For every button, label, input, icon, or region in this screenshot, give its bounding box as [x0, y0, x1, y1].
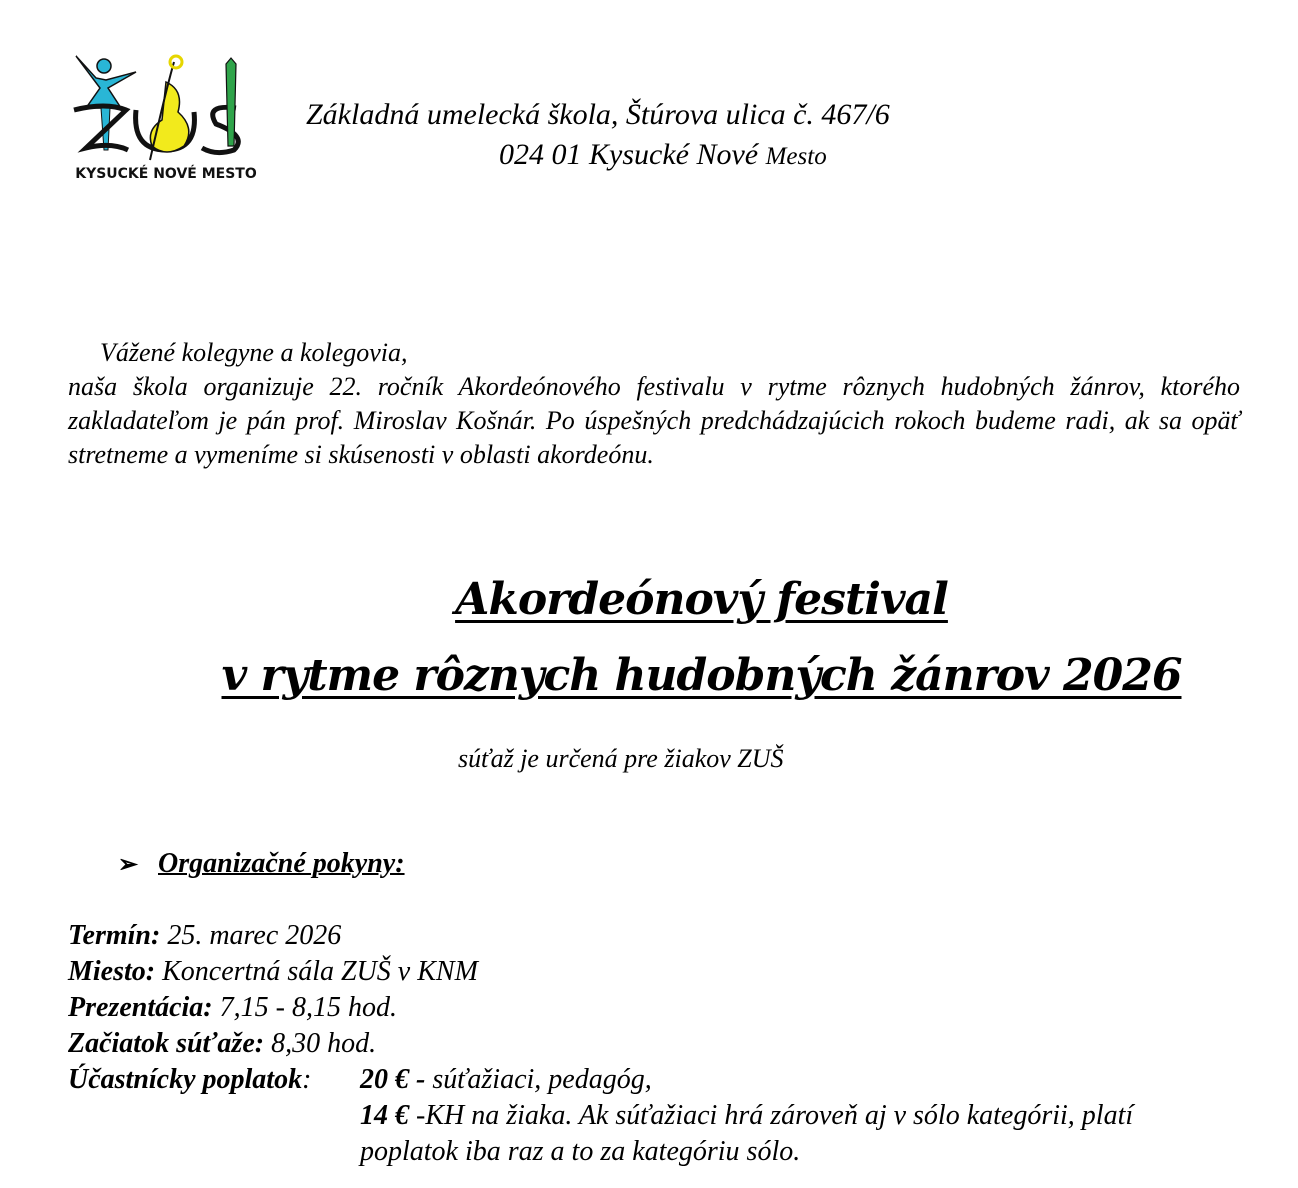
fee-line: poplatok iba raz a to za kategóriu sólo.	[360, 1136, 801, 1167]
event-details	[68, 918, 478, 1062]
detail-venue: Miesto: Koncertná sála ZUŠ v KNM	[68, 956, 478, 987]
detail-registration: Prezentácia: 7,15 - 8,15 hod.	[68, 992, 397, 1023]
address-line-1: Základná umelecká škola, Štúrova ulica č. 467/6	[306, 98, 890, 131]
detail-start: Začiatok súťaže: 8,30 hod.	[68, 1028, 377, 1059]
fee-label: Účastnícky poplatok:	[68, 1064, 312, 1095]
dancer-head-icon	[97, 59, 111, 73]
arrowhead-bullet-icon: ➢	[118, 852, 139, 878]
fee-line: 14 € -KH na žiaka. Ak súťažiaci hrá zároveň aj v sólo kategórii, platí	[360, 1100, 1134, 1131]
zus-logo-icon	[66, 50, 266, 185]
paintbrush-icon	[226, 58, 236, 146]
intro-paragraph: naša škola organizuje 22. ročník Akordeónového festivalu v rytme rôznych hudobných žánrov, ktorého zakladateľom je pán prof. Miroslav Košnár. Po úspešných predchádzajúcich rokoch budeme radi, ak sa opäť stretneme a vymeníme si skúsenosti v oblasti akordeónu.	[68, 372, 1240, 469]
festival-title	[0, 562, 1298, 714]
fee-values	[360, 1062, 1240, 1170]
organization-heading: ➢ Organizačné pokyny:	[118, 848, 405, 879]
detail-date: Termín: 25. marec 2026	[68, 920, 342, 951]
logo-caption: KYSUCKÉ NOVÉ MESTO	[75, 166, 257, 182]
greeting: Vážené kolegyne a kolegovia,	[100, 338, 408, 367]
subtitle: súťaž je určená pre žiakov ZUŠ	[458, 744, 784, 773]
violin-icon	[150, 82, 188, 152]
title-line-1: Akordeónový festival	[455, 574, 948, 625]
intro-section	[68, 336, 1240, 472]
address-line-2: 024 01 Kysucké Nové Mesto	[499, 138, 827, 171]
title-line-2: v rytme rôznych hudobných žánrov 2026	[221, 650, 1182, 701]
school-address	[306, 95, 890, 177]
school-logo	[66, 50, 266, 185]
fee-line: 20 € - súťažiaci, pedagóg,	[360, 1064, 652, 1095]
